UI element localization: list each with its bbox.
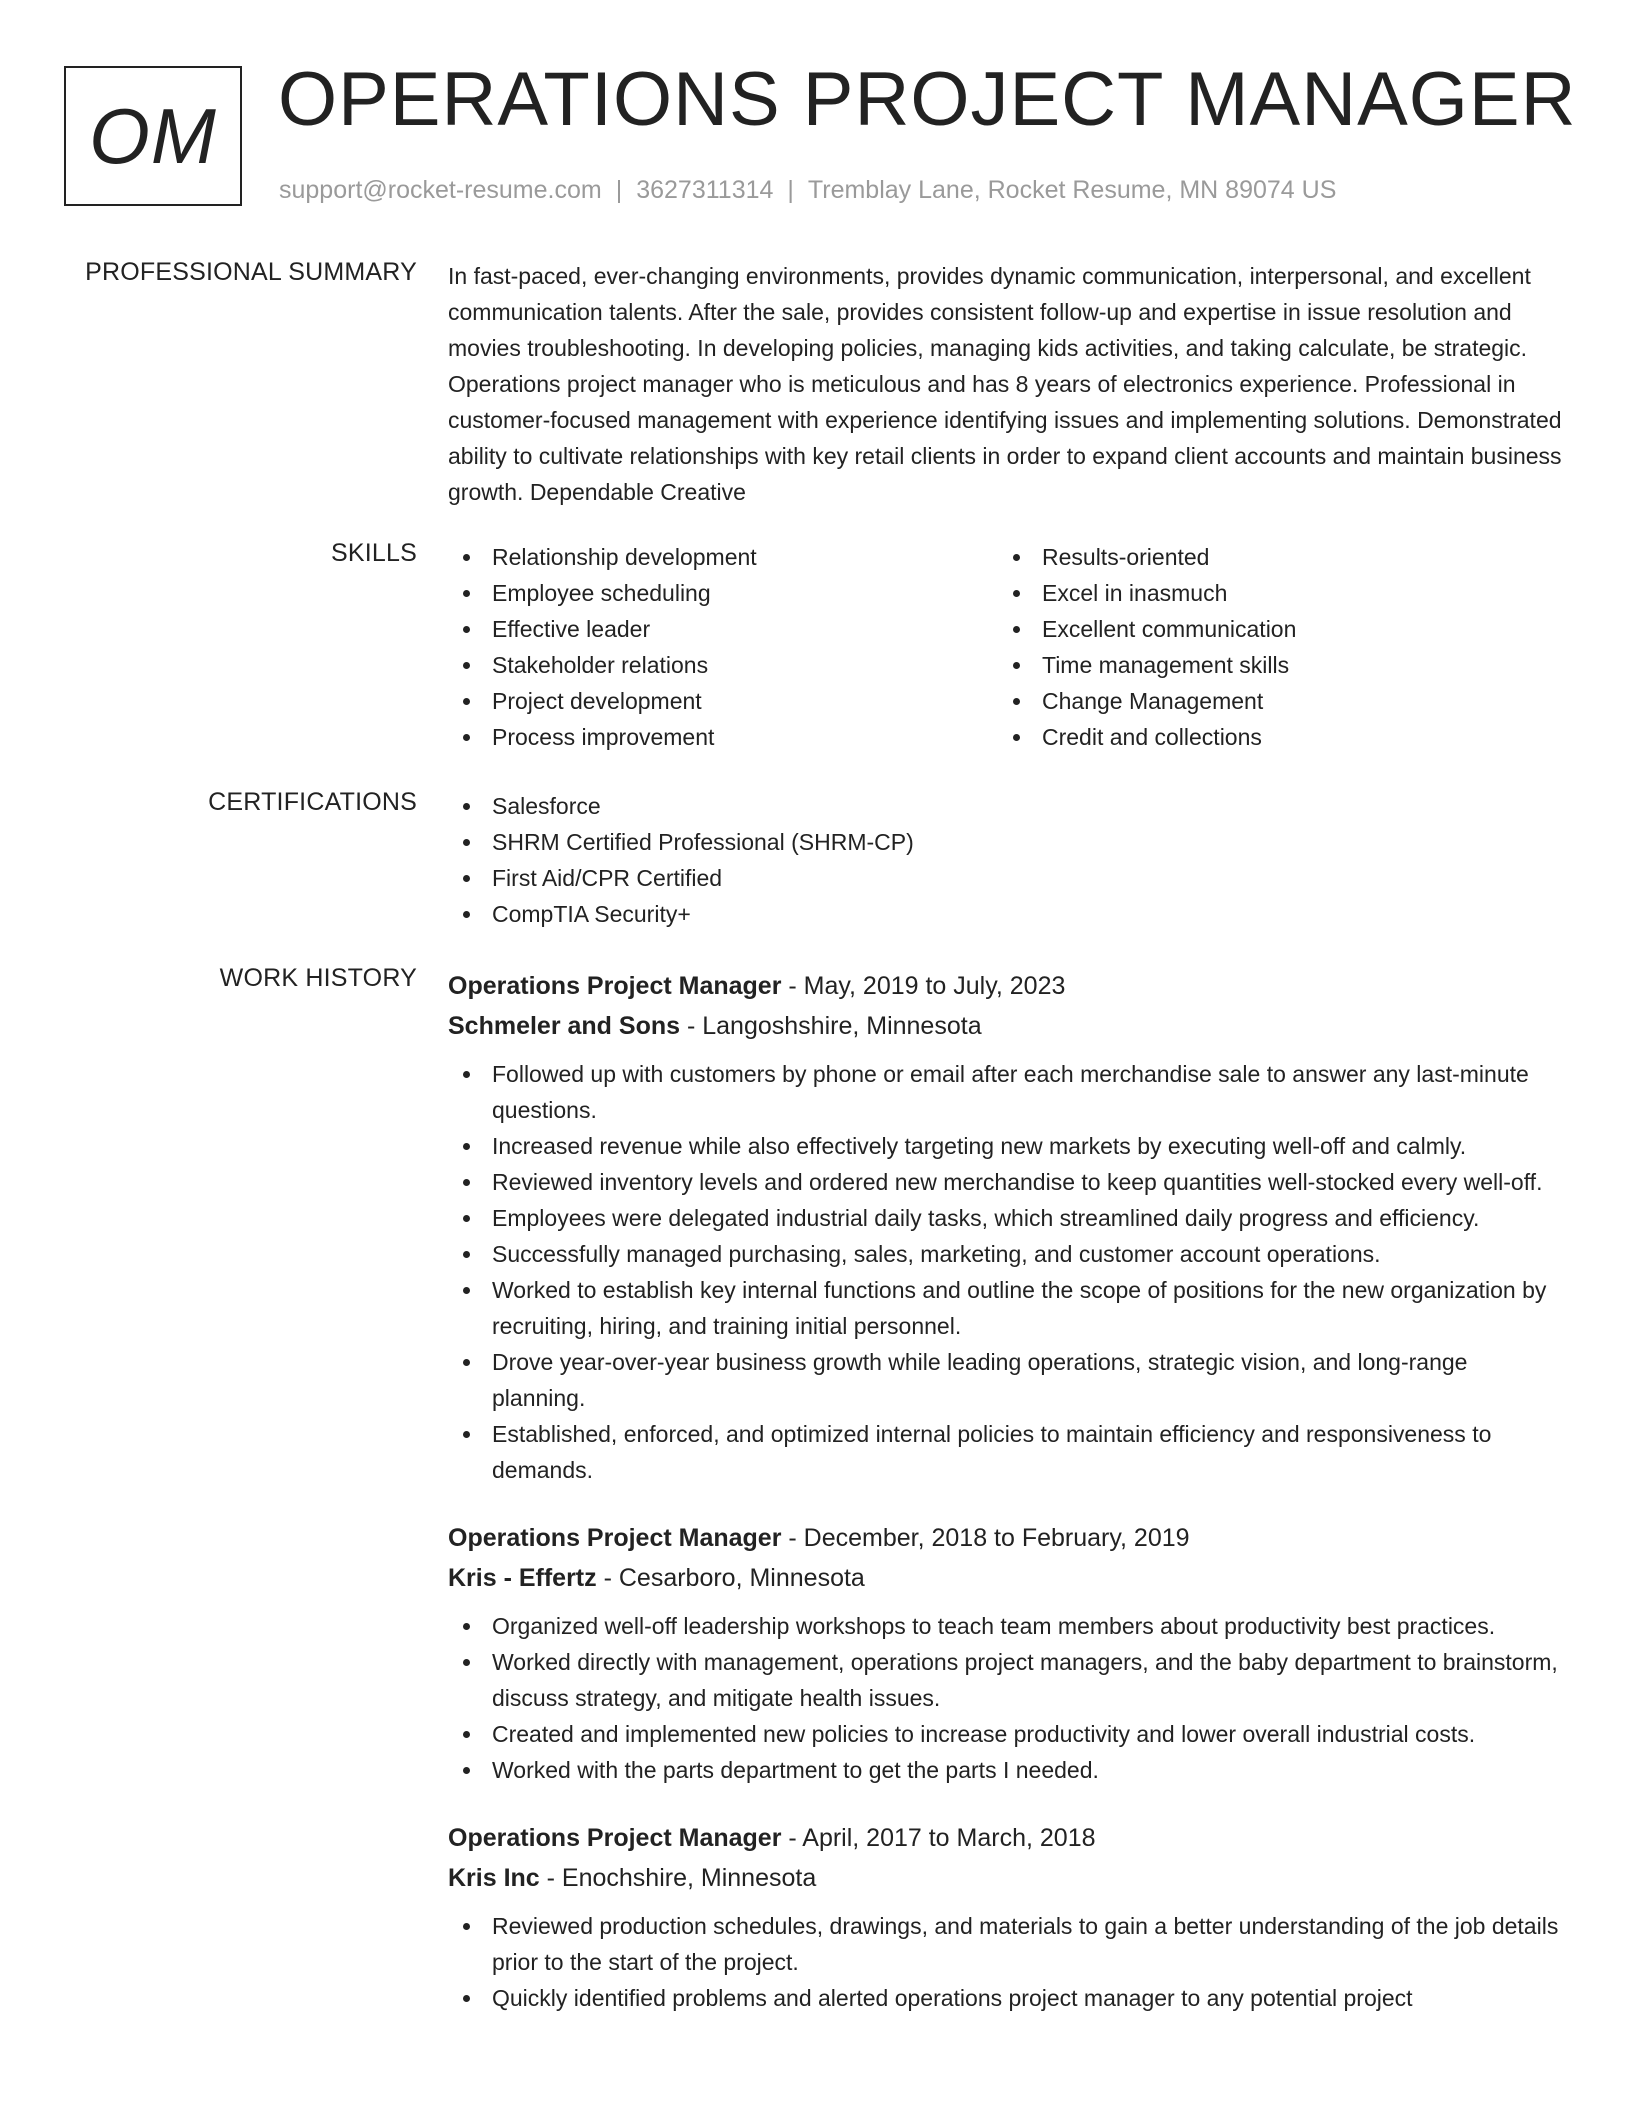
list-item: Project development xyxy=(448,683,998,719)
list-item: Effective leader xyxy=(448,611,998,647)
job-dates: - May, 2019 to July, 2023 xyxy=(781,972,1066,1000)
work-history-heading: WORK HISTORY xyxy=(219,964,417,992)
contact-phone: 3627311314 xyxy=(636,176,774,204)
job-entry xyxy=(448,1518,1566,1788)
list-item: Salesforce xyxy=(448,788,1566,824)
certifications-heading: CERTIFICATIONS xyxy=(208,788,417,816)
list-item: Worked to establish key internal functions and outline the scope of positions for the new organization by recruiting, hiring, and training initial personnel. xyxy=(448,1272,1566,1344)
job-company: Kris - Effertz xyxy=(448,1564,597,1592)
list-item: Process improvement xyxy=(448,719,998,755)
job-role: Operations Project Manager xyxy=(448,1824,782,1852)
list-item: Relationship development xyxy=(448,539,998,575)
skills-list-right xyxy=(998,539,1548,755)
job-role-line xyxy=(448,966,1566,1006)
list-item: Worked directly with management, operations project managers, and the baby department to brainstorm, discuss strategy, and mitigate health issues. xyxy=(448,1644,1566,1716)
list-item: CompTIA Security+ xyxy=(448,896,1566,932)
contact-line xyxy=(279,176,1336,205)
list-item: Results-oriented xyxy=(998,539,1548,575)
list-item: Excellent communication xyxy=(998,611,1548,647)
job-role-line xyxy=(448,1518,1566,1558)
summary-text: In fast-paced, ever-changing environments, provides dynamic communication, interpersonal, and excellent communication talents. After the sale, provides consistent follow-up and expertise in issue resolution and movies troubleshooting. In developing policies, managing kids activities, and taking calculate, be strategic. Operations project manager who is meticulous and has 8 years of electronics experience. Professional in customer-focused management with experience identifying issues and implementing solutions. Demonstrated ability to cultivate relationships with key retail clients in order to expand client accounts and maintain business growth. Dependable Creative xyxy=(448,263,1562,505)
job-role: Operations Project Manager xyxy=(448,972,782,1000)
list-item: Followed up with customers by phone or email after each merchandise sale to answer any last-minute questions. xyxy=(448,1056,1566,1128)
job-location: - Cesarboro, Minnesota xyxy=(596,1564,865,1592)
job-location: - Enochshire, Minnesota xyxy=(539,1864,817,1892)
job-dates: - December, 2018 to February, 2019 xyxy=(781,1524,1190,1552)
certifications-list xyxy=(448,788,1566,932)
list-item: SHRM Certified Professional (SHRM-CP) xyxy=(448,824,1566,860)
list-item: Increased revenue while also effectively targeting new markets by executing well-off and calmly. xyxy=(448,1128,1566,1164)
list-item: Employees were delegated industrial daily tasks, which streamlined daily progress and efficiency. xyxy=(448,1200,1566,1236)
summary-heading: PROFESSIONAL SUMMARY xyxy=(85,258,417,286)
list-item: Stakeholder relations xyxy=(448,647,998,683)
skills-heading: SKILLS xyxy=(331,539,417,567)
job-role: Operations Project Manager xyxy=(448,1524,782,1552)
contact-separator: | xyxy=(615,176,623,204)
job-entry xyxy=(448,1818,1566,2016)
job-company: Schmeler and Sons xyxy=(448,1012,681,1040)
job-bullets xyxy=(448,1908,1566,2016)
job-location: - Langoshshire, Minnesota xyxy=(680,1012,982,1040)
list-item: Change Management xyxy=(998,683,1548,719)
certifications-body xyxy=(448,788,1566,932)
candidate-title: OPERATIONS PROJECT MANAGER xyxy=(278,57,1577,142)
job-company-line xyxy=(448,1858,1566,1898)
contact-email: support@rocket-resume.com xyxy=(279,176,602,204)
work-history-body xyxy=(448,966,1566,2046)
list-item: Employee scheduling xyxy=(448,575,998,611)
contact-address: Tremblay Lane, Rocket Resume, MN 89074 US xyxy=(807,176,1337,204)
contact-separator: | xyxy=(787,176,794,204)
list-item: Worked with the parts department to get the parts I needed. xyxy=(448,1752,1566,1788)
job-bullets xyxy=(448,1608,1566,1788)
skills-grid xyxy=(448,539,1566,755)
job-company-line xyxy=(448,1006,1566,1046)
list-item: Time management skills xyxy=(998,647,1548,683)
monogram-logo xyxy=(64,66,242,206)
job-company-line xyxy=(448,1558,1566,1598)
job-company: Kris Inc xyxy=(448,1864,540,1892)
list-item: Organized well-off leadership workshops to teach team members about productivity best practices. xyxy=(448,1608,1566,1644)
skills-list-left xyxy=(448,539,998,755)
list-item: Established, enforced, and optimized internal policies to maintain efficiency and responsiveness to demands. xyxy=(448,1416,1566,1488)
job-entry xyxy=(448,966,1566,1488)
summary-body xyxy=(448,258,1566,510)
list-item: First Aid/CPR Certified xyxy=(448,860,1566,896)
list-item: Reviewed inventory levels and ordered new merchandise to keep quantities well-stocked every well-off. xyxy=(448,1164,1566,1200)
skills-body xyxy=(448,539,1566,755)
list-item: Drove year-over-year business growth while leading operations, strategic vision, and long-range planning. xyxy=(448,1344,1566,1416)
list-item: Credit and collections xyxy=(998,719,1548,755)
monogram-initials: OM xyxy=(89,91,217,180)
list-item: Reviewed production schedules, drawings, and materials to gain a better understanding of the job details prior to the start of the project. xyxy=(448,1908,1566,1980)
list-item: Successfully managed purchasing, sales, marketing, and customer account operations. xyxy=(448,1236,1566,1272)
list-item: Quickly identified problems and alerted operations project manager to any potential project xyxy=(448,1980,1566,2016)
list-item: Excel in inasmuch xyxy=(998,575,1548,611)
list-item: Created and implemented new policies to increase productivity and lower overall industrial costs. xyxy=(448,1716,1566,1752)
job-dates: - April, 2017 to March, 2018 xyxy=(781,1824,1096,1852)
job-bullets xyxy=(448,1056,1566,1488)
job-role-line xyxy=(448,1818,1566,1858)
